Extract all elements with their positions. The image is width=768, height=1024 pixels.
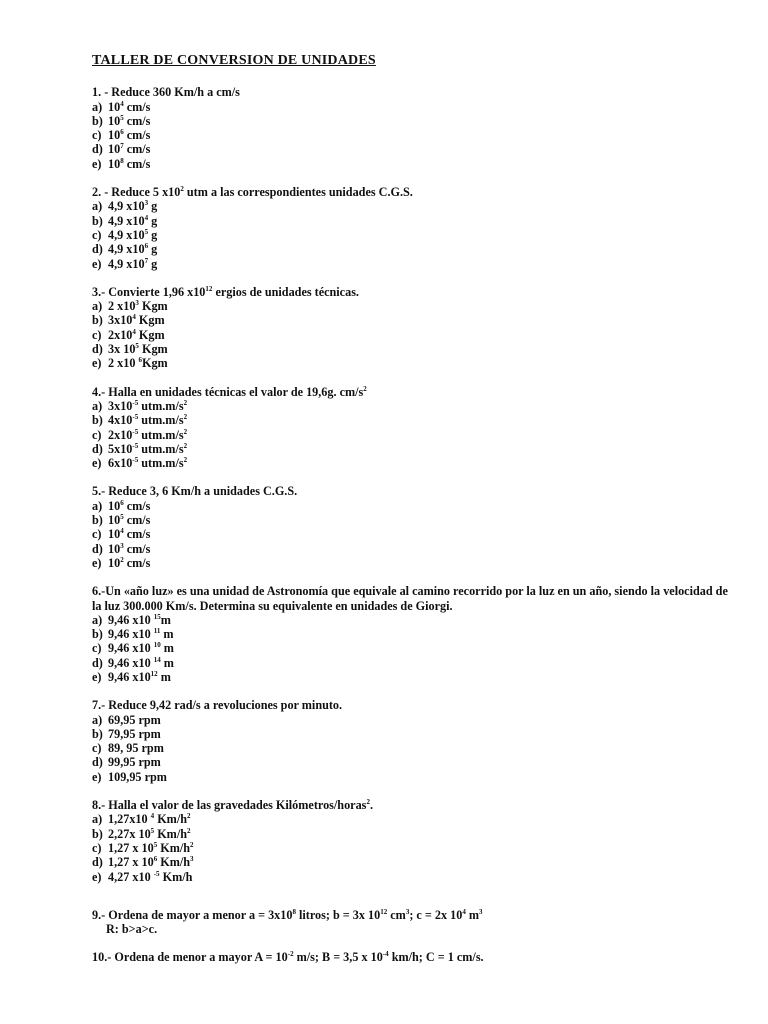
option-letter: a) xyxy=(92,99,103,114)
answer-option xyxy=(92,413,732,427)
question-stem: 10.- Ordena de menor a mayor $A = 10^{-2}$ m/s; B = 3,5 x $10^{-4}$ km/h; C = 1 cm/s. xyxy=(92,950,484,965)
answer-option xyxy=(92,342,732,356)
option-text: 4,27 x10 $^{-5}$ Km/h xyxy=(108,869,193,884)
option-text: $10^2$ cm/s xyxy=(108,555,151,570)
option-letter: a) xyxy=(92,398,103,413)
option-letter: c) xyxy=(92,527,102,542)
option-letter: c) xyxy=(92,427,102,442)
option-text: $10^8$ cm/s xyxy=(108,156,151,171)
option-text: 4,9 $x10^5$ g xyxy=(108,227,158,242)
answer-option xyxy=(92,513,732,527)
option-text: $10^5$ cm/s xyxy=(108,113,151,128)
question-stem: 8.- Halla el valor de las gravedades Kilómetros/horas$^2$. xyxy=(92,798,373,813)
option-text: 9,46 x10 $^{11}$ m xyxy=(108,627,174,642)
question-7 xyxy=(92,698,732,784)
option-letter: a) xyxy=(92,299,103,314)
answer-option xyxy=(92,499,732,513)
question-stem: 3.- Convierte 1,96 $x10^{12}$ ergios de unidades técnicas. xyxy=(92,284,359,299)
answer-option xyxy=(92,613,732,627)
option-text: $2x10^4$ Kgm xyxy=(108,327,165,342)
option-letter: c) xyxy=(92,840,102,855)
option-text: 109,95 rpm xyxy=(108,769,167,784)
option-letter: d) xyxy=(92,655,103,670)
option-letter: c) xyxy=(92,641,102,656)
option-text: $2x10^{-5}$ $utm.m/s^2$ xyxy=(108,427,188,442)
option-text: 9,46 x10 $^{10}$ m xyxy=(108,641,174,656)
answer-option xyxy=(92,770,732,784)
question-5 xyxy=(92,484,732,570)
answer-option xyxy=(92,242,732,256)
answer-option xyxy=(92,299,732,313)
question-stem: 4.- Halla en unidades técnicas el valor de 19,6g. $cm/s^2$ xyxy=(92,384,367,399)
answer-option xyxy=(92,257,732,271)
option-text: 1,27x10 $^4$ $Km/h^2$ xyxy=(108,812,191,827)
option-letter: a) xyxy=(92,612,103,627)
question-stem: 5.- Reduce 3, 6 Km/h a unidades C.G.S. xyxy=(92,484,298,499)
document xyxy=(92,54,732,979)
option-letter: e) xyxy=(92,356,102,371)
answer-option xyxy=(92,527,732,541)
answer-option xyxy=(92,812,732,826)
answer-option xyxy=(92,870,732,884)
answer-option xyxy=(92,428,732,442)
answer-option xyxy=(92,313,732,327)
option-letter: d) xyxy=(92,755,103,770)
answer-option xyxy=(92,670,732,684)
option-text: $5x10^{-5}$ $utm.m/s^2$ xyxy=(108,441,188,456)
option-text: 69,95 rpm xyxy=(108,712,161,727)
answer-option xyxy=(92,827,732,841)
answer-option xyxy=(92,199,732,213)
option-letter: c) xyxy=(92,128,102,143)
option-text: $10^4$ cm/s xyxy=(108,527,151,542)
option-text: 99,95 rpm xyxy=(108,755,161,770)
option-text: $10^6$ cm/s xyxy=(108,498,151,513)
option-text: $10^7$ cm/s xyxy=(108,142,151,157)
option-letter: e) xyxy=(92,456,102,471)
option-letter: a) xyxy=(92,498,103,513)
question-stem: 7.- Reduce 9,42 rad/s a revoluciones por minuto. xyxy=(92,698,343,713)
option-text: $10^3$ cm/s xyxy=(108,541,151,556)
option-letter: c) xyxy=(92,741,102,756)
option-letter: d) xyxy=(92,541,103,556)
option-text: $4x10^{-5}$ $utm.m/s^2$ xyxy=(108,413,188,428)
option-text: 4,9 $x10^4$ g xyxy=(108,213,158,228)
option-text: 2 $x10^3$ Kgm xyxy=(108,299,168,314)
answer-option xyxy=(92,641,732,655)
option-letter: e) xyxy=(92,156,102,171)
answer-option xyxy=(92,214,732,228)
option-letter: b) xyxy=(92,627,103,642)
answer-text: R: b>a>c. xyxy=(106,922,158,937)
question-2 xyxy=(92,185,732,271)
answer-option xyxy=(92,727,732,741)
question-stem: 2. - Reduce 5 $x10^2$ utm a las correspondientes unidades C.G.S. xyxy=(92,185,413,200)
answer-option xyxy=(92,755,732,769)
option-letter: e) xyxy=(92,256,102,271)
option-text: 89, 95 rpm xyxy=(108,741,164,756)
question-3 xyxy=(92,285,732,371)
answer-option xyxy=(92,142,732,156)
option-letter: a) xyxy=(92,812,103,827)
option-text: 4,9 $x10^3$ g xyxy=(108,199,158,214)
option-text: $10^4$ cm/s xyxy=(108,99,151,114)
answer-option xyxy=(92,228,732,242)
answer-option xyxy=(92,399,732,413)
option-letter: d) xyxy=(92,855,103,870)
option-text: 2 x10 $^6$Kgm xyxy=(108,356,168,371)
option-text: $6x10^{-5}$ $utm.m/s^2$ xyxy=(108,456,188,471)
option-letter: d) xyxy=(92,441,103,456)
question-list xyxy=(92,85,732,884)
option-text: 4,9 $x10^7$ g xyxy=(108,256,158,271)
option-text: $3x10^{-5}$ $utm.m/s^2$ xyxy=(108,398,188,413)
question-4 xyxy=(92,385,732,471)
question-stem: 6.-Un «año luz» es una unidad de Astronomía que equivale al camino recorrido por la luz en un año, siendo la velocidad de la luz 300.000 Km/s. Determina su equivalente en unidades de Giorgi. xyxy=(92,584,728,613)
answer-option xyxy=(92,114,732,128)
option-text: 2,27x $10^5$ $Km/h^2$ xyxy=(108,826,191,841)
answer-option xyxy=(92,100,732,114)
option-letter: b) xyxy=(92,413,103,428)
answer-option xyxy=(92,855,732,869)
answer-option xyxy=(92,328,732,342)
option-text: 1,27 x $10^5$ $Km/h^2$ xyxy=(108,840,194,855)
answer-option xyxy=(92,157,732,171)
option-letter: d) xyxy=(92,242,103,257)
option-text: 79,95 rpm xyxy=(108,726,161,741)
option-text: 1,27 x $10^6$ $Km/h^3$ xyxy=(108,855,194,870)
question-stem: 1. - Reduce 360 Km/h a cm/s xyxy=(92,85,240,100)
option-text: 4,9 $x10^6$ g xyxy=(108,242,158,257)
option-letter: e) xyxy=(92,769,102,784)
option-letter: b) xyxy=(92,313,103,328)
option-letter: e) xyxy=(92,555,102,570)
answer-option xyxy=(92,556,732,570)
option-letter: d) xyxy=(92,342,103,357)
answer-option xyxy=(92,442,732,456)
answer-option xyxy=(92,656,732,670)
option-letter: b) xyxy=(92,726,103,741)
answer-option xyxy=(92,627,732,641)
question-stem: 9.- Ordena de mayor a menor $a = 3x10^8$ litros; b = 3x $10^{12}$ $cm^3$; c = 2x $10^4$ $m^3$ xyxy=(92,907,483,922)
option-letter: b) xyxy=(92,113,103,128)
option-letter: e) xyxy=(92,869,102,884)
option-letter: b) xyxy=(92,513,103,528)
option-text: 3x $10^5$ Kgm xyxy=(108,342,168,357)
option-text: 9,46 $x10^{12}$ m xyxy=(108,669,171,684)
option-text: 9,46 x10 $^{15}$m xyxy=(108,612,171,627)
answer-option xyxy=(92,542,732,556)
question-10 xyxy=(92,950,732,964)
question-6 xyxy=(92,584,732,684)
answer-option xyxy=(92,356,732,370)
answer-option xyxy=(92,841,732,855)
option-letter: b) xyxy=(92,213,103,228)
option-letter: e) xyxy=(92,669,102,684)
option-text: $3x10^4$ Kgm xyxy=(108,313,165,328)
question-9 xyxy=(92,908,732,937)
option-text: $10^6$ cm/s xyxy=(108,128,151,143)
option-letter: a) xyxy=(92,199,103,214)
option-letter: c) xyxy=(92,327,102,342)
question-8 xyxy=(92,798,732,884)
answer-option xyxy=(92,713,732,727)
option-letter: d) xyxy=(92,142,103,157)
answer-option xyxy=(92,128,732,142)
option-text: 9,46 x10 $^{14}$ m xyxy=(108,655,174,670)
answer-option xyxy=(92,741,732,755)
option-text: $10^5$ cm/s xyxy=(108,513,151,528)
page-title: TALLER DE CONVERSION DE UNIDADES xyxy=(92,53,376,68)
option-letter: b) xyxy=(92,826,103,841)
question-1 xyxy=(92,85,732,171)
answer-option xyxy=(92,456,732,470)
option-letter: c) xyxy=(92,227,102,242)
option-letter: a) xyxy=(92,712,103,727)
